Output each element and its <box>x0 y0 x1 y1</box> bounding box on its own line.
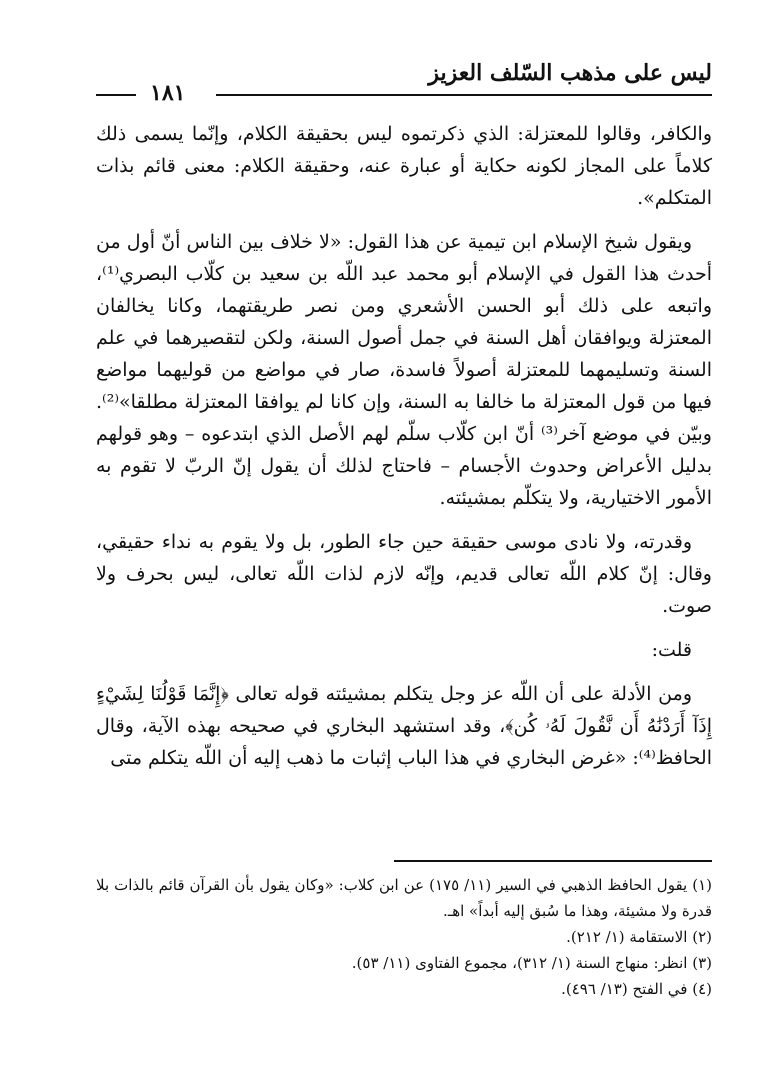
footnote-4: (٤) في الفتح (١٣/ ٤٩٦). <box>561 980 712 998</box>
running-header <box>96 60 712 106</box>
footnote-2: (٢) الاستقامة (١/ ٢١٢). <box>566 928 712 946</box>
header-short-rule <box>96 94 136 96</box>
footnote-3: (٣) انظر: منهاج السنة (١/ ٣١٢)، مجموع الفتاوى (١١/ ٥٣). <box>351 954 712 972</box>
page-number: ١٨١ <box>144 80 191 106</box>
paragraph-3: وقدرته، ولا نادى موسى حقيقة حين جاء الطور، بل ولا يقوم به نداء حقيقي، وقال: إنّ كلام اللّه تعالى قديم، وإنّه لازم لذات اللّه تعالى، ليس بحرف ولا صوت. <box>96 531 712 617</box>
running-title: ليس على مذهب السّلف العزيز <box>428 60 712 86</box>
footnote-1: (١) يقول الحافظ الذهبي في السير (١١/ ١٧٥) عن ابن كلاب: «وكان يقول بأن القرآن قائم بالذات بلا قدرة ولا مشيئة، وهذا ما سُبق إليه أبداً» اهـ. <box>96 876 712 920</box>
paragraph-2: ويقول شيخ الإسلام ابن تيمية عن هذا القول: «لا خلاف بين الناس أنّ أول من أحدث هذا القول في الإسلام أبو محمد عبد اللّه بن سعيد بن كلّاب البصري⁽¹⁾، واتبعه على ذلك أبو الحسن الأشعري ومن نصر طريقتهما، وكانا يخالفان المعتزلة ويوافقان أهل السنة في جمل أصول السنة، ولكن لتقصيرهما في علم السنة وتسليمهما للمعتزلة أصولاً فاسدة، صار في مواضع من قوليهما مواضع فيها من قول المعتزلة ما خالفا به السنة، وإن كانا لم يوافقا المعتزلة مطلقا»⁽²⁾. وبيّن في موضع آخر⁽³⁾ أنّ ابن كلّاب سلّم لهم الأصل الذي ابتدعوه – وهو قولهم بدليل الأعراض وحدوث الأجسام – فاحتاج لذلك أن يقول إنّ الربّ لا تقوم به الأمور الاختيارية، ولا يتكلّم بمشيئته. <box>96 231 712 509</box>
footnote-separator <box>394 860 712 862</box>
paragraph-4: قلت: <box>651 639 692 661</box>
paragraph-5: ومن الأدلة على أن اللّه عز وجل يتكلم بمشيئته قوله تعالى ﴿إِنَّمَا قَوْلُنَا لِشَيْءٍ إِذَآ أَرَدْنَٰهُ أَن نَّقُولَ لَهُۥ كُن﴾، وقد استشهد البخاري في صحيحه بهذه الآية، وقال الحافظ⁽⁴⁾: «غرض البخاري في هذا الباب إثبات ما ذهب إليه أن اللّه يتكلم متى <box>96 683 712 769</box>
footnotes <box>96 872 712 1002</box>
header-rule <box>216 94 712 96</box>
paragraph-1: والكافر، وقالوا للمعتزلة: الذي ذكرتموه ليس بحقيقة الكلام، وإنّما يسمى ذلك كلاماً على المجاز لكونه حكاية أو عبارة عنه، وحقيقة الكلام: معنى قائم بذات المتكلم». <box>96 123 712 209</box>
body-text <box>96 118 712 786</box>
